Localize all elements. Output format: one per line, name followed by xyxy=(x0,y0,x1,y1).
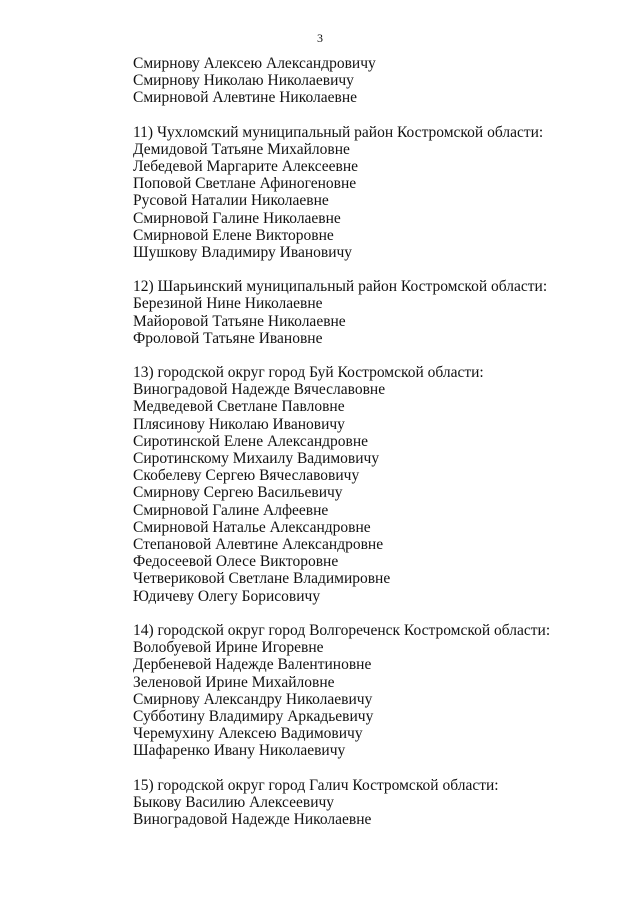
list-item: Виноградовой Надежде Николаевне xyxy=(133,810,372,828)
section-heading: 11) Чухломский муниципальный район Костромской области: xyxy=(133,123,544,141)
list-item: Майоровой Татьяне Николаевне xyxy=(133,312,346,330)
section-heading: 15) городской округ город Галич Костромской области: xyxy=(133,776,499,794)
list-item: Смирновой Галине Николаевне xyxy=(133,209,341,227)
list-item: Поповой Светлане Афиногеновне xyxy=(133,175,357,193)
section-chukhloma xyxy=(133,124,613,262)
list-item: Русовой Наталии Николаевне xyxy=(133,192,329,210)
list-item: Степановой Алевтине Александровне xyxy=(133,536,384,554)
document-body xyxy=(133,55,613,845)
section-continued xyxy=(133,55,613,107)
list-item: Смирнову Александру Николаевичу xyxy=(133,690,373,708)
list-item: Смирнову Сергею Васильевичу xyxy=(133,484,343,502)
list-item: Демидовой Татьяне Михайловне xyxy=(133,140,350,158)
list-item: Березиной Нине Николаевне xyxy=(133,295,323,313)
section-buy xyxy=(133,364,613,605)
list-item: Смирновой Наталье Александровне xyxy=(133,518,371,536)
list-item: Шушкову Владимиру Ивановичу xyxy=(133,244,353,262)
section-volgorechensk xyxy=(133,622,613,760)
page-number: 3 xyxy=(317,31,323,45)
list-item: Дербеневой Надежде Валентиновне xyxy=(133,656,372,674)
section-sharya xyxy=(133,278,613,347)
section-heading: 12) Шарьинский муниципальный район Костромской области: xyxy=(133,278,548,296)
list-item: Сиротинской Елене Александровне xyxy=(133,432,369,450)
list-item: Смирновой Галине Алфеевне xyxy=(133,501,329,519)
list-item: Сиротинскому Михаилу Вадимовичу xyxy=(133,450,380,468)
list-item: Четвериковой Светлане Владимировне xyxy=(133,570,391,588)
list-item: Зеленовой Ирине Михайловне xyxy=(133,673,335,691)
section-heading: 13) городской округ город Буй Костромской области: xyxy=(133,364,484,382)
list-item: Смирнову Николаю Николаевичу xyxy=(133,72,354,90)
list-item: Федосеевой Олесе Викторовне xyxy=(133,553,339,571)
list-item: Скобелеву Сергею Вячеславовичу xyxy=(133,467,360,485)
list-item: Волобуевой Ирине Игоревне xyxy=(133,639,324,657)
list-item: Смирновой Елене Викторовне xyxy=(133,226,334,244)
list-item: Виноградовой Надежде Вячеславовне xyxy=(133,381,386,399)
list-item: Черемухину Алексею Вадимовичу xyxy=(133,725,363,743)
list-item: Лебедевой Маргарите Алексеевне xyxy=(133,158,359,176)
section-heading: 14) городской округ город Волгореченск Костромской области: xyxy=(133,621,551,639)
list-item: Юдичеву Олегу Борисовичу xyxy=(133,587,321,605)
list-item: Смирновой Алевтине Николаевне xyxy=(133,89,357,107)
list-item: Шафаренко Ивану Николаевичу xyxy=(133,742,346,760)
list-item: Фроловой Татьяне Ивановне xyxy=(133,329,323,347)
list-item: Быкову Василию Алексеевичу xyxy=(133,793,335,811)
section-galich xyxy=(133,777,613,829)
list-item: Субботину Владимиру Аркадьевичу xyxy=(133,707,374,725)
list-item: Смирнову Алексею Александровичу xyxy=(133,55,376,72)
list-item: Медведевой Светлане Павловне xyxy=(133,398,345,416)
list-item: Плясинову Николаю Ивановичу xyxy=(133,415,345,433)
